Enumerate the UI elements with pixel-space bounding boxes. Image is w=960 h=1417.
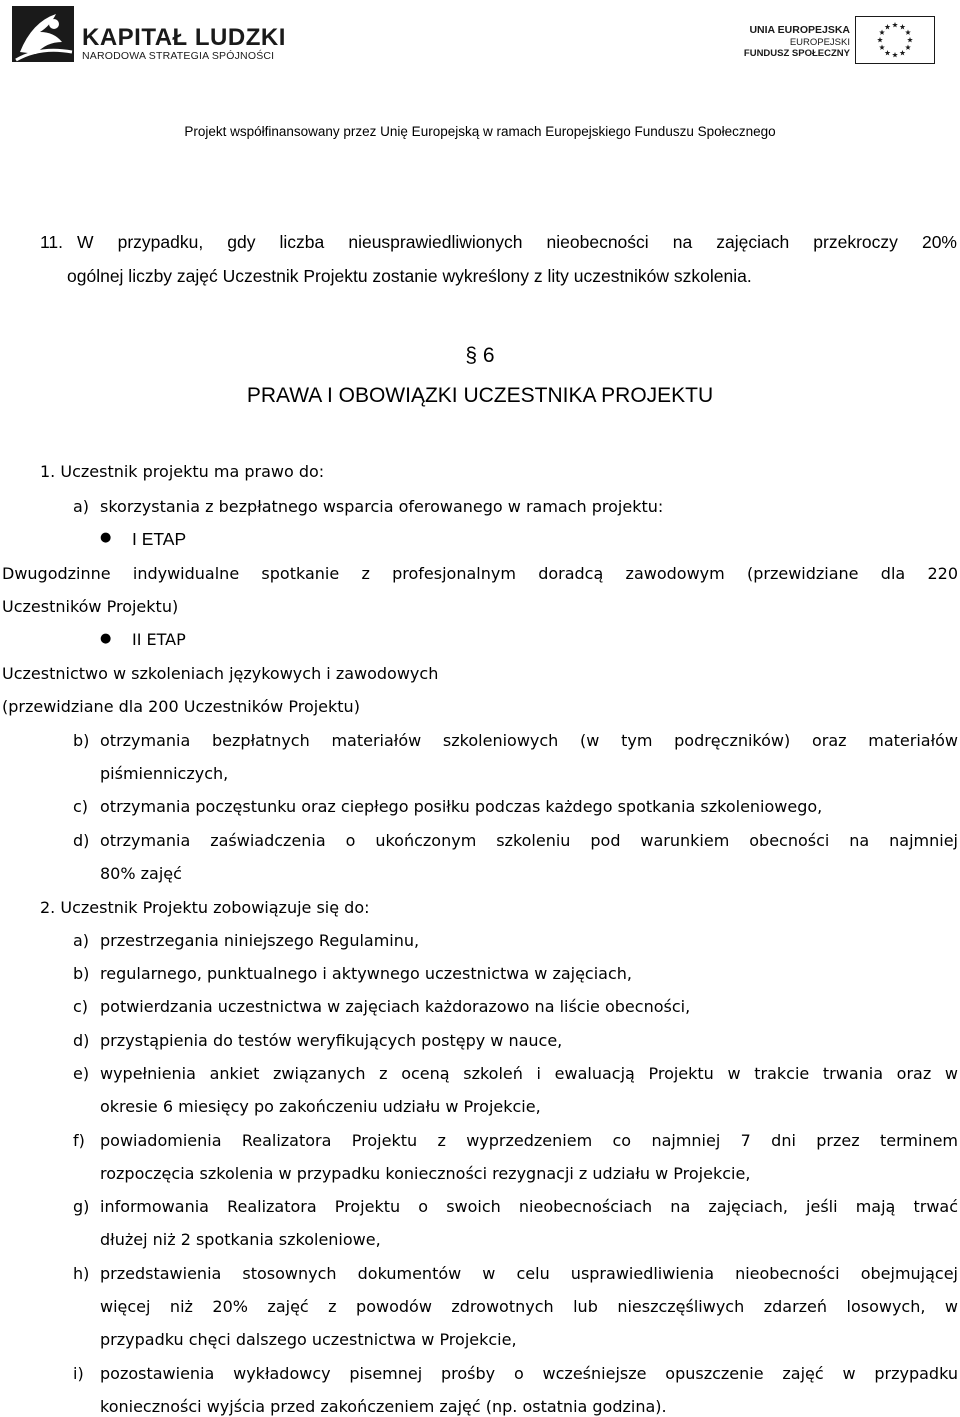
point-2-d-text: przystąpienia do testów weryfikujących postępy w nauce,	[100, 1031, 563, 1050]
point-2-b-label: b)	[73, 964, 90, 983]
point-1-d-line-2: 80% zajęć	[100, 864, 182, 883]
point-2-intro: 2. Uczestnik Projektu zobowiązuje się do:	[40, 898, 370, 917]
point-2-h-line-1: przedstawienia stosownych dokumentów w celu usprawiedliwienia nieobecności obejmującej	[100, 1264, 958, 1283]
eu-flag-icon	[855, 16, 935, 64]
point-2-g-line-1: informowania Realizatora Projektu o swoich nieobecnościach na zajęciach, jeśli mają trwać	[100, 1197, 958, 1216]
etap-2-desc-line-2: (przewidziane dla 200 Uczestników Projektu)	[2, 697, 360, 716]
point-2-f-line-2: rozpoczęcia szkolenia w przypadku konieczności rezygnacji z udziału w Projekcie,	[100, 1164, 751, 1183]
point-2-i-line-1: pozostawienia wykładowcy pisemnej prośby o wcześniejsze opuszczenie zajęć w przypadku	[100, 1364, 958, 1383]
point-2-a-text: przestrzegania niniejszego Regulaminu,	[100, 931, 420, 950]
point-2-h-line-2: więcej niż 20% zajęć z powodów zdrowotnych lub nieszczęśliwych zdarzeń losowych, w	[100, 1297, 958, 1316]
eu-logo-line3: FUNDUSZ SPOŁECZNY	[743, 48, 850, 59]
point-2-e-line-1: wypełnienia ankiet związanych z oceną szkoleń i ewaluacją Projektu w trakcie trwania oraz w	[100, 1064, 958, 1083]
point-1-c-label: c)	[73, 797, 89, 816]
etap-1-label: I ETAP	[132, 529, 187, 549]
point-2-i-label: i)	[73, 1364, 84, 1383]
eu-logo-line1: UNIA EUROPEJSKA	[749, 24, 850, 36]
point-2-e-label: e)	[73, 1064, 90, 1083]
etap-1-desc-line-1: Dwugodzinne indywidualne spotkanie z profesjonalnym doradcą zawodowym (przewidziane dla 220	[2, 564, 958, 583]
kapital-ludzki-title: KAPITAŁ LUDZKI	[82, 24, 286, 51]
cofinancing-note: Projekt współfinansowany przez Unię Europejską w ramach Europejskiego Funduszu Społecznego	[184, 124, 776, 139]
point-2-f-line-1: powiadomienia Realizatora Projektu z wyprzedzeniem co najmniej 7 dni przez terminem	[100, 1131, 958, 1150]
eu-logo-line2: EUROPEJSKI	[789, 36, 850, 48]
point-1-a-text: skorzystania z bezpłatnego wsparcia oferowanego w ramach projektu:	[100, 497, 664, 516]
point-2-h-label: h)	[73, 1264, 90, 1283]
point-2-c-text: potwierdzania uczestnictwa w zajęciach każdorazowo na liście obecności,	[100, 997, 691, 1016]
point-1-d-label: d)	[73, 831, 90, 850]
point-1-d-line-1: otrzymania zaświadczenia o ukończonym szkoleniu pod warunkiem obecności na najmniej	[100, 831, 958, 850]
point-1-a-label: a)	[73, 497, 90, 516]
bullet-icon: ●	[100, 631, 112, 646]
point-2-i-line-2: konieczności wyjścia przed zakończeniem zajęć (np. ostatnia godzina).	[100, 1397, 667, 1416]
point-2-h-line-3: przypadku chęci dalszego uczestnictwa w Projekcie,	[100, 1330, 517, 1349]
eu-logo-text	[744, 25, 850, 60]
kapital-ludzki-emblem-icon	[10, 2, 78, 66]
etap-1-desc-line-2: Uczestników Projektu)	[2, 597, 179, 616]
point-2-e-line-2: okresie 6 miesięcy po zakończeniu udziału w Projekcie,	[100, 1097, 541, 1116]
etap-2-desc-line-1: Uczestnictwo w szkoleniach językowych i zawodowych	[2, 664, 439, 683]
kapital-ludzki-subtitle: NARODOWA STRATEGIA SPÓJNOŚCI	[82, 50, 275, 62]
item-11-line-2: ogólnej liczby zajęć Uczestnik Projektu zostanie wykreślony z lity uczestników szkolenia.	[67, 266, 752, 286]
point-1-intro: 1. Uczestnik projektu ma prawo do:	[40, 462, 325, 481]
section-number: § 6	[465, 344, 495, 367]
item-11-line-1: W przypadku, gdy liczba nieusprawiedliwionych nieobecności na zajęciach przekroczy 20%	[77, 232, 957, 252]
point-2-a-label: a)	[73, 931, 90, 950]
section-title: PRAWA I OBOWIĄZKI UCZESTNIKA PROJEKTU	[246, 384, 714, 407]
item-11-number: 11.	[40, 232, 64, 252]
point-2-g-line-2: dłużej niż 2 spotkania szkoleniowe,	[100, 1230, 381, 1249]
point-2-d-label: d)	[73, 1031, 90, 1050]
point-1-c-text: otrzymania poczęstunku oraz ciepłego posiłku podczas każdego spotkania szkoleniowego,	[100, 797, 823, 816]
point-1-b-label: b)	[73, 731, 90, 750]
bullet-icon: ●	[100, 530, 112, 545]
point-2-g-label: g)	[73, 1197, 90, 1216]
point-2-b-text: regularnego, punktualnego i aktywnego uczestnictwa w zajęciach,	[100, 964, 632, 983]
point-1-b-line-1: otrzymania bezpłatnych materiałów szkoleniowych (w tym podręczników) oraz materiałów	[100, 731, 958, 750]
etap-2-label: II ETAP	[132, 630, 186, 649]
point-1-b-line-2: piśmienniczych,	[100, 764, 229, 783]
point-2-c-label: c)	[73, 997, 89, 1016]
point-2-f-label: f)	[73, 1131, 85, 1150]
